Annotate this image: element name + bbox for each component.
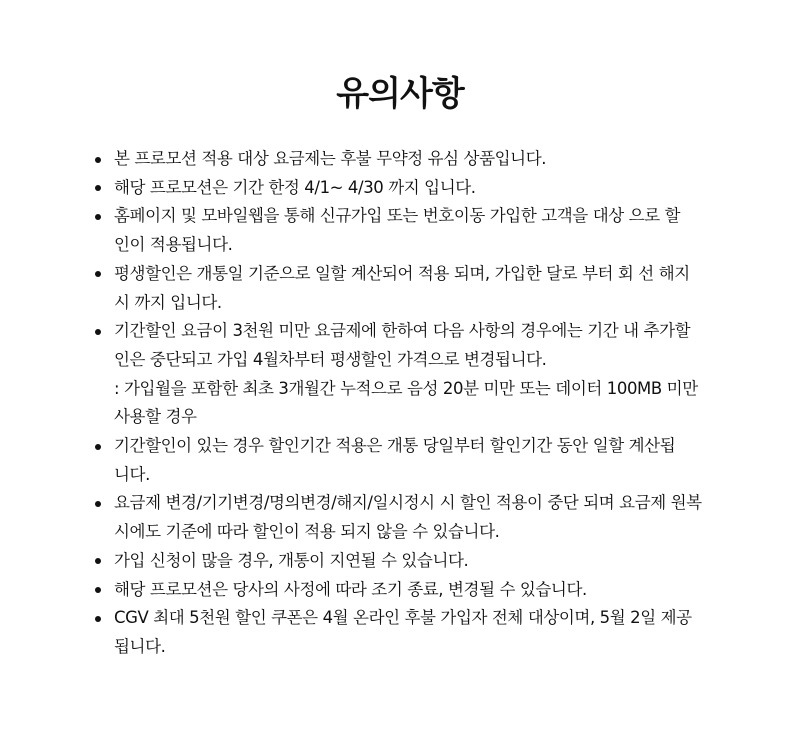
notice-item-9: 해당 프로모션은 당사의 사정에 따라 조기 종료, 변경될 수 있습니다. — [0, 576, 718, 605]
notice-item-4: 평생할인은 개통일 기준으로 일할 계산되어 적용 되며, 가입한 달로 부터 회 선 해지 시 까지 입니다. — [0, 260, 718, 317]
notice-item-2: 해당 프로모션은 기간 한정 4/1~ 4/30 까지 입니다. — [0, 174, 718, 203]
notice-item-3: 홈페이지 및 모바일웹을 통해 신규가입 또는 번호이동 가입한 고객을 대상 으로 할 인이 적용됩니다. — [0, 202, 718, 259]
notice-item-5: 기간할인 요금이 3천원 미만 요금제에 한하여 다음 사항의 경우에는 기간 내 추가할 인은 중단되고 가입 4월차부터 평생할인 가격으로 변경됩니다. — [0, 317, 718, 374]
notice-item-8: 가입 신청이 많을 경우, 개통이 지연될 수 있습니다. — [0, 547, 718, 576]
notice-item-6: 기간할인이 있는 경우 할인기간 적용은 개통 당일부터 할인기간 동안 일할 계산됩 니다. — [0, 432, 718, 489]
notice-item-7: 요금제 변경/기기변경/명의변경/해지/일시정시 시 할인 적용이 중단 되며 요금제 원복 시에도 기준에 따라 할인이 적용 되지 않을 수 있습니다. — [0, 489, 718, 546]
notice-item-1: 본 프로모션 적용 대상 요금제는 후불 무약정 유심 상품입니다. — [0, 145, 718, 174]
notice-item-5-note: : 가입월을 포함한 최초 3개월간 누적으로 음성 20분 미만 또는 데이터 100MB 미만 사용할 경우 — [114, 378, 698, 427]
notice-list — [0, 145, 800, 662]
notice-item-10: CGV 최대 5천원 할인 쿠폰은 4월 온라인 후불 가입자 전체 대상이며, 5월 2일 제공 됩니다. — [0, 604, 718, 661]
page-title: 유의사항 — [336, 74, 464, 114]
